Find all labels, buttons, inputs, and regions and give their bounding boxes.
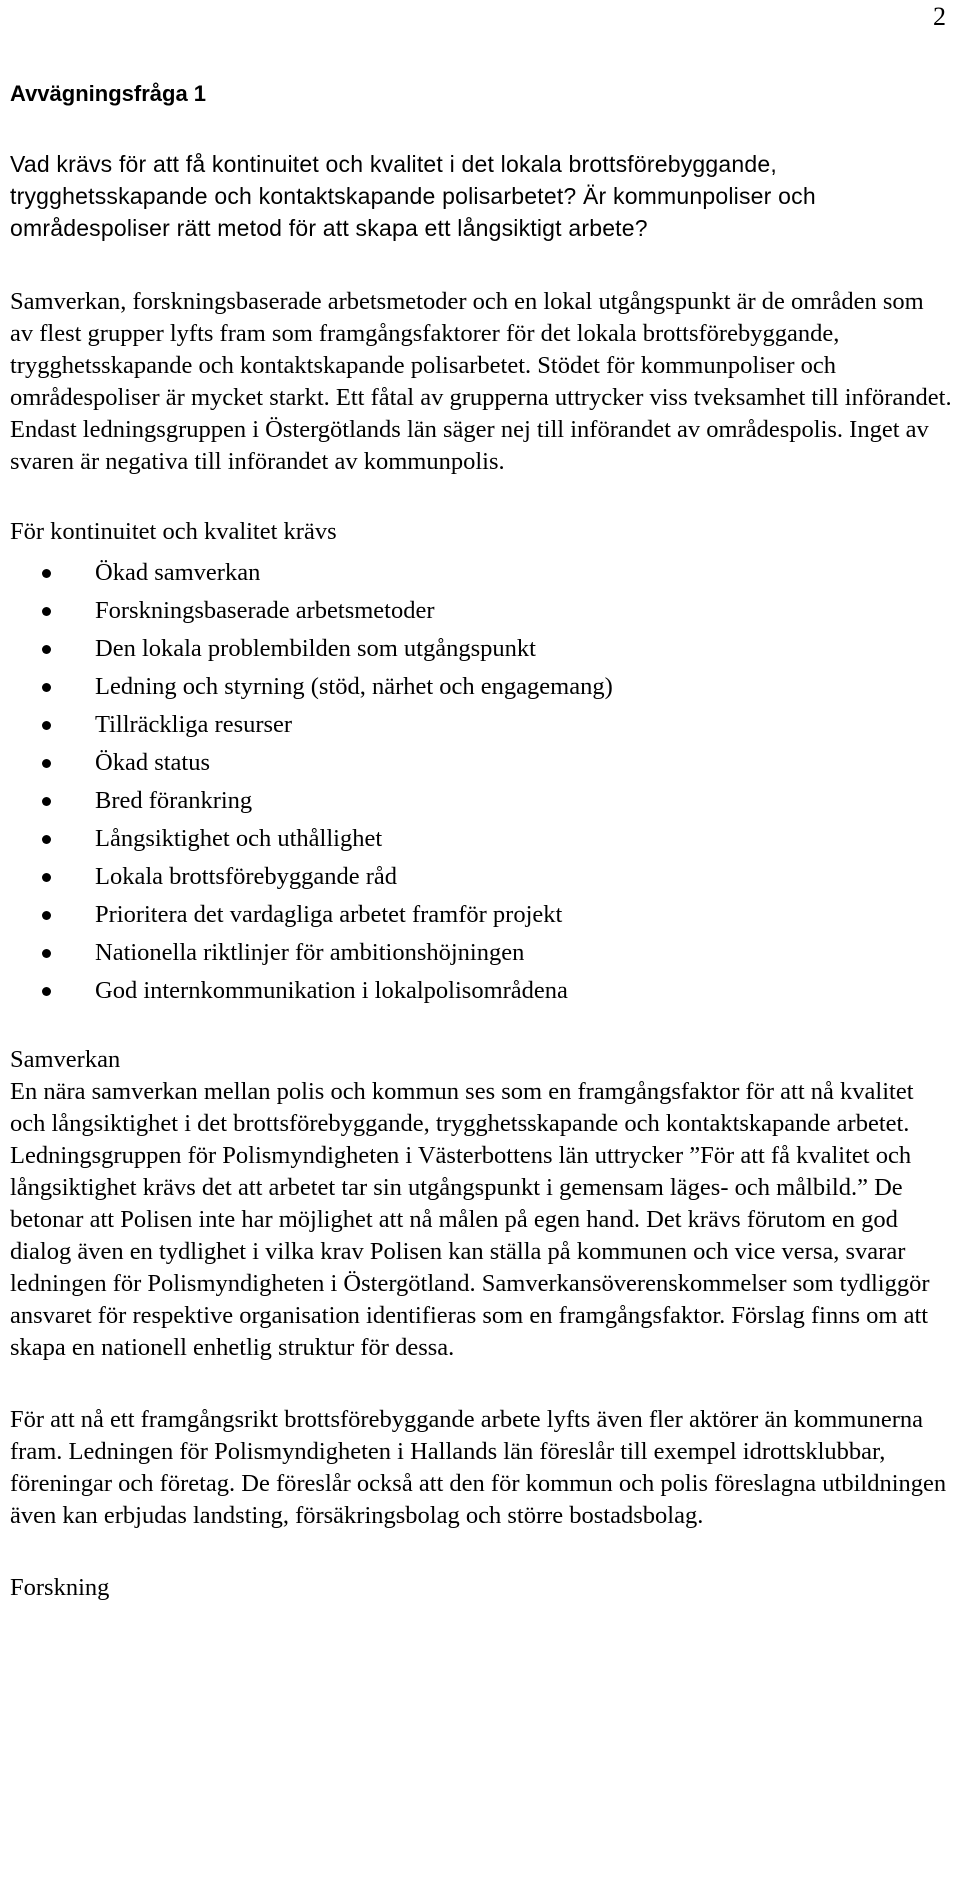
list-item: Den lokala problembilden som utgångspunkt [10, 630, 952, 668]
bullet-icon [42, 683, 51, 692]
question-paragraph: Vad krävs för att få kontinuitet och kvalitet i det lokala brottsförebyggande, trygghetsskapande och kontaktskapande polisarbetet? Är kommunpoliser och områdespoliser rätt metod för att skapa ett långsiktigt arbete? [10, 151, 816, 241]
aktorer-paragraph: För att nå ett framgångsrikt brottsförebyggande arbete lyfts även fler aktörer än kommunerna fram. Ledningen för Polismyndigheten i Hallands län föreslår till exempel idrottsklubbar, föreningar och företag. De föreslår också att den för kommun och polis föreslagna utbildningen även kan erbjudas landsting, försäkringsbolag och större bostadsbolag. [10, 1406, 947, 1529]
list-title: För kontinuitet och kvalitet krävs [10, 518, 337, 545]
list-item: Tillräckliga resurser [10, 706, 952, 744]
requirements-list [10, 554, 952, 1010]
summary-paragraph: Samverkan, forskningsbaserade arbetsmetoder och en lokal utgångspunkt är de områden som av flest grupper lyfts fram som framgångsfaktorer för det lokala brottsförebyggande, trygghetsskapande och kontaktskapande polisarbetet. Stödet för kommunpoliser och områdespoliser är mycket starkt. Ett fåtal av grupperna uttrycker viss tveksamhet till införandet. Endast ledningsgruppen i Östergötlands län säger nej till införandet av områdespolis. Inget av svaren är negativa till införandet av kommunpolis. [10, 288, 952, 475]
forskning-heading: Forskning [10, 1574, 110, 1601]
list-item: Långsiktighet och uthållighet [10, 820, 952, 858]
list-item: God internkommunikation i lokalpolisområdena [10, 972, 952, 1010]
bullet-icon [42, 949, 51, 958]
samverkan-heading: Samverkan [10, 1046, 121, 1073]
list-item: Ökad samverkan [10, 554, 952, 592]
bullet-icon [42, 873, 51, 882]
bullet-icon [42, 987, 51, 996]
bullet-icon [42, 607, 51, 616]
list-item: Nationella riktlinjer för ambitionshöjningen [10, 934, 952, 972]
list-item: Prioritera det vardagliga arbetet framför projekt [10, 896, 952, 934]
bullet-icon [42, 797, 51, 806]
bullet-icon [42, 835, 51, 844]
bullet-icon [42, 759, 51, 768]
bullet-icon [42, 569, 51, 578]
section-heading: Avvägningsfråga 1 [10, 81, 207, 106]
list-item: Lokala brottsförebyggande råd [10, 858, 952, 896]
page-number: 2 [933, 2, 946, 31]
list-item: Bred förankring [10, 782, 952, 820]
list-item: Forskningsbaserade arbetsmetoder [10, 592, 952, 630]
bullet-icon [42, 911, 51, 920]
list-item: Ökad status [10, 744, 952, 782]
document-body [10, 78, 952, 1604]
samverkan-paragraph: En nära samverkan mellan polis och kommun ses som en framgångsfaktor för att nå kvalitet och långsiktighet i det brottsförebyggande, trygghetsskapande och kontaktskapande arbetet. Ledningsgruppen för Polismyndigheten i Västerbottens län uttrycker ”För att få kvalitet och långsiktighet krävs det att arbetet tar sin utgångspunkt i gemensam läges- och målbild.” De betonar att Polisen inte har möjlighet att nå målen på egen hand. Det krävs förutom en god dialog även en tydlighet i vilka krav Polisen kan ställa på kommunen och vice versa, svarar ledningen för Polismyndigheten i Östergötland. Samverkansöverenskommelser som tydliggör ansvaret för respektive organisation identifieras som en framgångsfaktor. Förslag finns om att skapa en nationell enhetlig struktur för dessa. [10, 1078, 930, 1361]
bullet-icon [42, 721, 51, 730]
list-item: Ledning och styrning (stöd, närhet och engagemang) [10, 668, 952, 706]
bullet-icon [42, 645, 51, 654]
